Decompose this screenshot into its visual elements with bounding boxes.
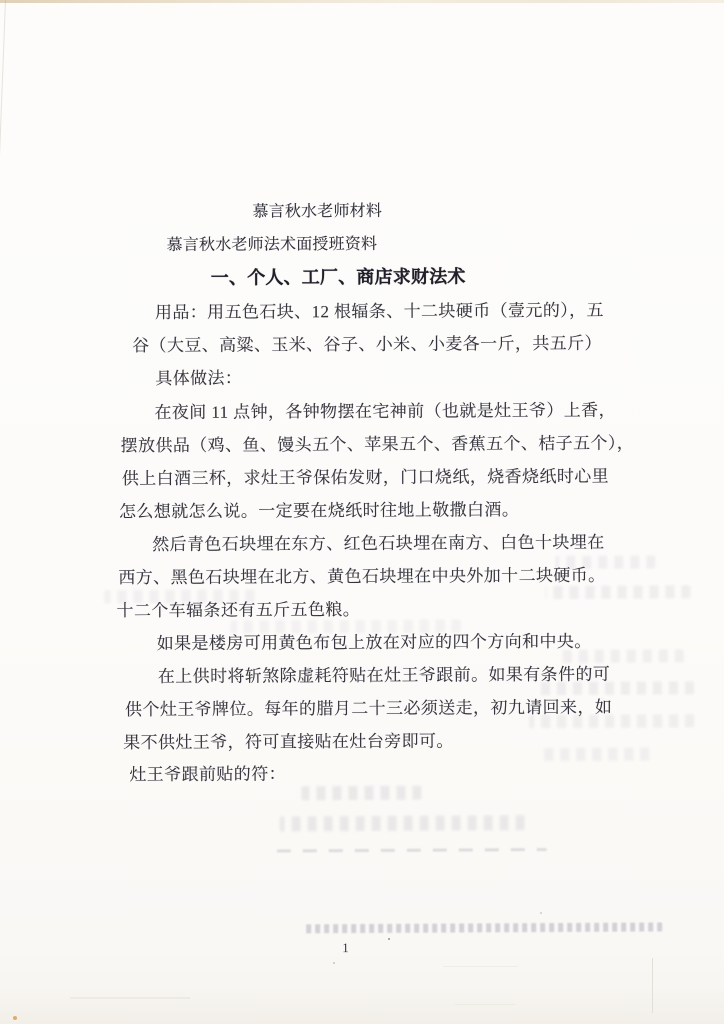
bleedthrough-smudge xyxy=(280,815,525,831)
text-line: 十二个车辐条还有五斤五色粮。 xyxy=(116,600,361,621)
text-line: 用品：用五色石块、12 根辐条、十二块硬币（壹元的），五 xyxy=(154,300,604,323)
bleedthrough-smudge xyxy=(539,681,694,695)
text-line: 灶王爷跟前贴的符： xyxy=(129,764,287,785)
bleedthrough-smudge xyxy=(555,555,655,569)
scan-streak xyxy=(455,1004,515,1005)
ink-speck xyxy=(13,1016,17,1020)
bleedthrough-smudge xyxy=(231,619,461,633)
bleedthrough-smudge xyxy=(539,747,649,761)
bleedthrough-smudge xyxy=(277,848,547,852)
text-line: 谷（大豆、高粱、玉米、谷子、小米、小麦各一斤，共五斤） xyxy=(132,333,602,356)
bleedthrough-smudge xyxy=(104,590,254,604)
ink-speck xyxy=(540,912,542,914)
text-line: 摆放供品（鸡、鱼、馒头五个、苹果五个、香蕉五个、桔子五个）， xyxy=(120,433,635,456)
text-line: 具体做法： xyxy=(155,368,243,389)
bleedthrough-smudge xyxy=(545,585,690,599)
doc-subtitle: 慕言秋水老师法术面授班资料 xyxy=(166,235,378,255)
ink-speck xyxy=(388,938,390,940)
text-line: 怎么想就怎么说。一定要在烧纸时往地上敬撒白酒。 xyxy=(118,500,520,522)
scan-top-edge xyxy=(0,0,724,3)
doc-title: 慕言秋水老师材料 xyxy=(252,202,383,221)
scan-streak xyxy=(443,966,518,967)
scan-crease xyxy=(652,958,653,1013)
scan-bottom-shade xyxy=(0,988,724,1024)
page-number: 1 xyxy=(342,940,349,956)
text-line: 如果是楼房可用黄色布包上放在对应的四个方向和中央。 xyxy=(156,631,592,654)
bleedthrough-smudge xyxy=(559,649,684,663)
text-line: 然后青色石块埋在东方、红色石块埋在南方、白色十块埋在 xyxy=(152,532,605,555)
text-line: 在夜间 11 点钟，各钟物摆在宅神前（也就是灶王爷）上香， xyxy=(154,400,616,423)
section-heading: 一、个人、工厂、商店求财法术 xyxy=(210,266,466,288)
bleedthrough-smudge xyxy=(301,786,421,801)
scan-streak xyxy=(70,997,190,999)
text-line: 果不供灶王爷，符可直接贴在灶台旁即可。 xyxy=(123,731,454,753)
ink-speck xyxy=(333,962,335,964)
text-line: 西方、黑色石块埋在北方、黄色石块埋在中央外加十二块硬币。 xyxy=(118,565,606,588)
text-line: 供个灶王爷牌位。每年的腊月二十三必须送走，初九请回来，如 xyxy=(124,697,613,720)
text-line: 在上供时将斩煞除虚耗符贴在灶王爷跟前。如果有条件的可 xyxy=(157,664,611,687)
bleedthrough-smudge xyxy=(529,714,694,728)
text-line: 供上白酒三杯，求灶王爷保佑发财，门口烧纸，烧香烧纸时心里 xyxy=(121,466,610,489)
bleedthrough-smudge xyxy=(305,922,662,933)
